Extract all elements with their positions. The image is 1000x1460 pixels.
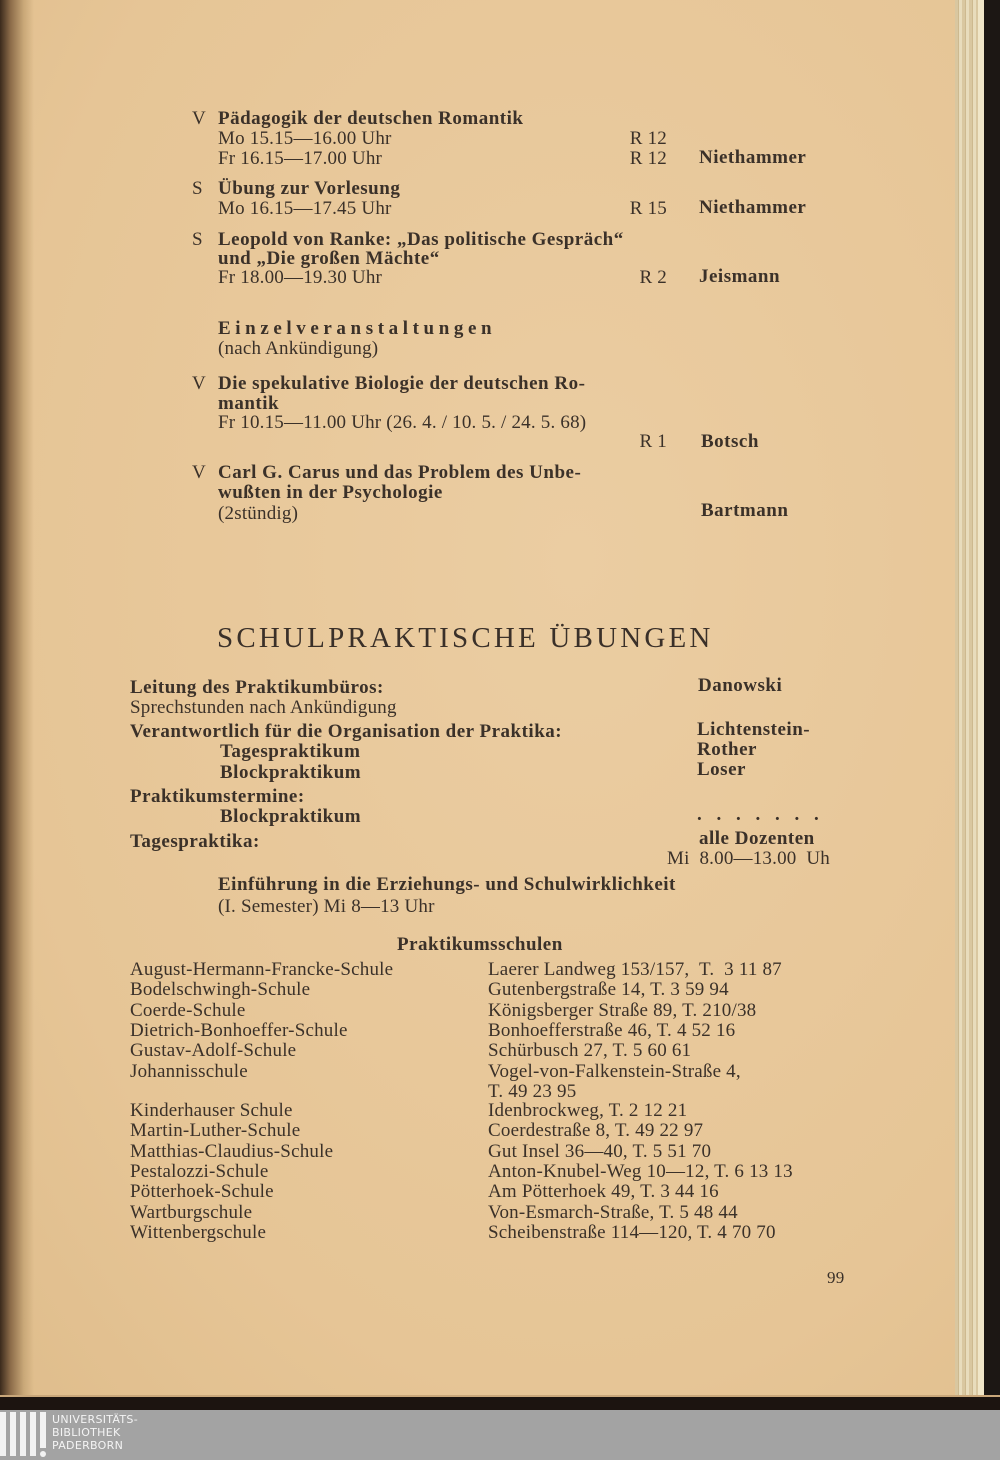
page-gutter [0,0,34,1400]
library-logo-text [52,1413,138,1452]
lecture-type: V [192,108,206,129]
sprechstunden: Sprechstunden nach Ankündigung [130,697,397,718]
page-title: SCHULPRAKTISCHE ÜBUNGEN [217,622,714,654]
page-number: 99 [827,1268,845,1287]
verantwortlich-name: Lichtenstein- [697,719,811,740]
school-address: Von-Esmarch-Straße, T. 5 48 44 [488,1201,738,1223]
lecture-time: Mo 16.15—17.45 Uhr [218,198,392,219]
school-name: Wartburgschule [130,1201,253,1223]
section-heading: Einzelveranstaltungen [218,318,497,339]
school-name: Pötterhoek-Schule [130,1181,274,1203]
school-name: Coerde-Schule [130,999,246,1021]
lecture-title: Leopold von Ranke: „Das politische Gespräch“ [218,229,624,250]
lecture-room: R 1 [639,431,667,452]
einfuehrung-title: Einführung in die Erziehungs- und Schulwirklichkeit [218,874,676,895]
school-name: Kinderhauser Schule [130,1100,293,1122]
school-address: Laerer Landweg 153/157, T. 3 11 87 [488,959,782,980]
termine-label: Praktikumstermine: [130,786,305,807]
school-address: Vogel-von-Falkenstein-Straße 4, [488,1060,741,1082]
termine-dots: . . . . . . . [697,804,824,825]
lecture-lecturer: Bartmann [701,500,789,521]
verantwortlich-label: Verantwortlich für die Organisation der Praktika: [130,721,563,742]
library-logo-icon [0,1412,46,1456]
tages-label: Tagespraktikum [220,741,361,762]
page-stack-edge [978,0,984,1400]
school-address: Königsberger Straße 89, T. 210/38 [488,999,757,1021]
lecture-room: R 2 [639,267,667,288]
lecture-lecturer: Niethammer [699,197,807,218]
school-address: Idenbrockweg, T. 2 12 21 [488,1100,688,1122]
school-address: T. 49 23 95 [488,1080,577,1102]
school-address: Gutenbergstraße 14, T. 3 59 94 [488,979,729,1001]
lecture-time: Mo 15.15—16.00 Uhr [218,128,392,149]
school-address: Anton-Knubel-Weg 10—12, T. 6 13 13 [488,1161,793,1182]
lecture-time: Fr 18.00—19.30 Uhr [218,267,383,288]
school-name: Gustav-Adolf-Schule [130,1040,297,1062]
lecture-type: V [192,462,206,483]
lecture-title: Carl G. Carus und das Problem des Unbe- [218,462,582,483]
leitung-name: Danowski [698,675,783,696]
school-name: Bodelschwingh-Schule [130,979,311,1001]
lecture-time: Fr 10.15—11.00 Uhr (26. 4. / 10. 5. / 24. 5. 68) [218,412,587,433]
school-address: Am Pötterhoek 49, T. 3 44 16 [488,1181,719,1203]
block-name: Loser [697,759,746,780]
school-name: Martin-Luther-Schule [130,1120,301,1142]
lecture-room: R 12 [629,148,667,169]
tagespraktika-label: Tagespraktika: [130,831,260,852]
lecture-title: mantik [218,393,280,414]
lecture-title: Übung zur Vorlesung [218,178,401,199]
lecture-lecturer: Jeismann [699,266,781,287]
school-name: Johannisschule [130,1060,248,1082]
school-address: Scheibenstraße 114—120, T. 4 70 70 [488,1221,776,1243]
school-address: Bonhoefferstraße 46, T. 4 52 16 [488,1019,736,1041]
tages-name: Rother [697,739,757,760]
lecture-title: Pädagogik der deutschen Romantik [218,108,524,129]
lecture-room: R 12 [629,128,667,149]
block-label: Blockpraktikum [220,762,362,783]
lecture-lecturer: Botsch [701,431,759,452]
logo-line: PADERBORN [52,1439,124,1452]
termine-block: Blockpraktikum [220,806,362,827]
tagespraktika-time: Mi 8.00—13.00 Uh [667,848,830,869]
leitung-label: Leitung des Praktikumbüros: [130,677,384,698]
school-name: Wittenbergschule [130,1221,267,1243]
logo-line: UNIVERSITÄTS- [52,1413,138,1426]
schools-heading: Praktikumsschulen [397,934,563,955]
section-note: (nach Ankündigung) [218,338,379,359]
lecture-type: S [192,178,203,199]
logo-line: BIBLIOTHEK [52,1426,121,1439]
school-name: August-Hermann-Francke-Schule [130,959,394,980]
lecture-lecturer: Niethammer [699,147,807,168]
lecture-time: (2stündig) [218,503,299,524]
lecture-title: Die spekulative Biologie der deutschen Ro- [218,373,586,394]
lecture-room: R 15 [629,198,667,219]
school-name: Pestalozzi-Schule [130,1161,269,1182]
lecture-title: wußten in der Psychologie [218,482,443,503]
lecture-type: V [192,373,206,394]
tagespraktika-name: alle Dozenten [699,828,815,849]
school-address: Gut Insel 36—40, T. 5 51 70 [488,1140,712,1162]
einfuehrung-time: (I. Semester) Mi 8—13 Uhr [218,896,435,917]
school-address: Coerdestraße 8, T. 49 22 97 [488,1120,704,1142]
lecture-time: Fr 16.15—17.00 Uhr [218,148,383,169]
school-address: Schürbusch 27, T. 5 60 61 [488,1040,692,1062]
lecture-title: und „Die großen Mächte“ [218,248,440,269]
school-name: Matthias-Claudius-Schule [130,1140,334,1162]
school-name: Dietrich-Bonhoeffer-Schule [130,1019,348,1041]
library-footer [0,1410,1000,1460]
lecture-type: S [192,229,203,250]
